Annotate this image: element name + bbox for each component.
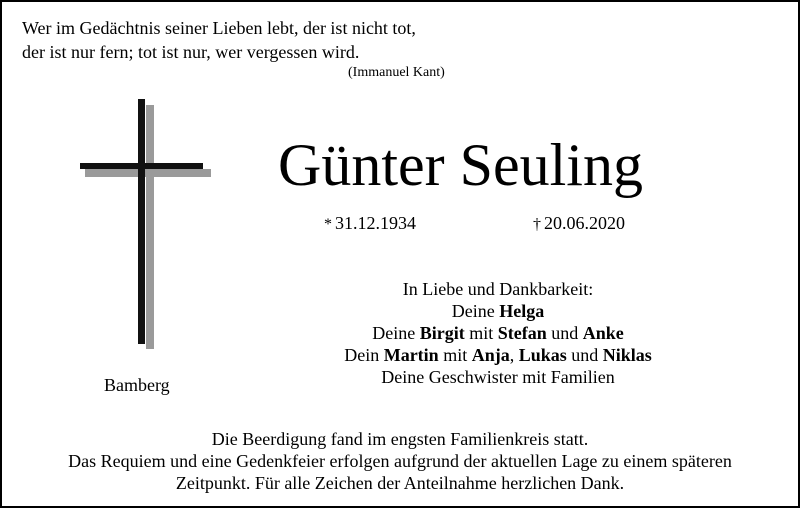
cross-horizontal-beam <box>80 163 203 169</box>
mourner-text: und <box>566 345 603 365</box>
birth-star-icon: * <box>324 216 332 233</box>
mourner-text: mit <box>438 345 472 365</box>
mourner-line-4: Deine Geschwister mit Familien <box>381 367 615 387</box>
quote-source: (Immanuel Kant) <box>348 65 445 80</box>
mourners-block <box>298 278 698 388</box>
death-date-line <box>533 212 625 236</box>
footer-line-2: Das Requiem und eine Gedenkfeier erfolgen aufgrund der aktuellen Lage zu einem späteren <box>68 451 732 471</box>
mourner-line-2 <box>298 322 698 344</box>
mourners-intro: In Liebe und Dankbarkeit: <box>402 279 594 299</box>
quote-line-1: Wer im Gedächtnis seiner Lieben lebt, der ist nicht tot, <box>22 18 416 38</box>
mourner-text: mit <box>464 323 498 343</box>
mourner-text: und <box>546 323 583 343</box>
footer-line-1: Die Beerdigung fand im engsten Familienkreis statt. <box>211 429 589 449</box>
mourner-name: Stefan <box>497 323 547 343</box>
mourner-name: Anke <box>582 323 624 343</box>
mourner-line-3 <box>298 344 698 366</box>
memorial-quote <box>22 16 416 64</box>
funeral-notice <box>12 428 788 494</box>
place-name: Bamberg <box>104 375 170 395</box>
cross-vertical-beam <box>138 99 145 344</box>
quote-line-2: der ist nur fern; tot ist nur, wer vergessen wird. <box>22 42 360 62</box>
mourner-name: Birgit <box>419 323 465 343</box>
mourner-text: Deine <box>451 301 500 321</box>
birth-date: 31.12.1934 <box>335 213 416 233</box>
deceased-name: Günter Seuling <box>278 132 643 198</box>
mourner-text: Deine <box>372 323 420 343</box>
death-dagger-icon: † <box>533 216 541 233</box>
mourner-name: Martin <box>383 345 439 365</box>
cross-shadow-horizontal <box>85 169 211 177</box>
death-date: 20.06.2020 <box>544 213 625 233</box>
mourner-name: Lukas <box>518 345 567 365</box>
mourner-line-1 <box>298 300 698 322</box>
birth-date-line <box>324 212 416 236</box>
cross-icon <box>80 99 210 349</box>
mourner-name: Niklas <box>602 345 652 365</box>
mourner-name: Anja <box>471 345 510 365</box>
footer-line-3: Zeitpunkt. Für alle Zeichen der Anteilnahme herzlichen Dank. <box>175 473 625 493</box>
cross-shadow-vertical <box>146 105 154 349</box>
mourner-text: , <box>509 345 519 365</box>
mourner-name: Helga <box>499 301 545 321</box>
mourner-text: Dein <box>344 345 384 365</box>
